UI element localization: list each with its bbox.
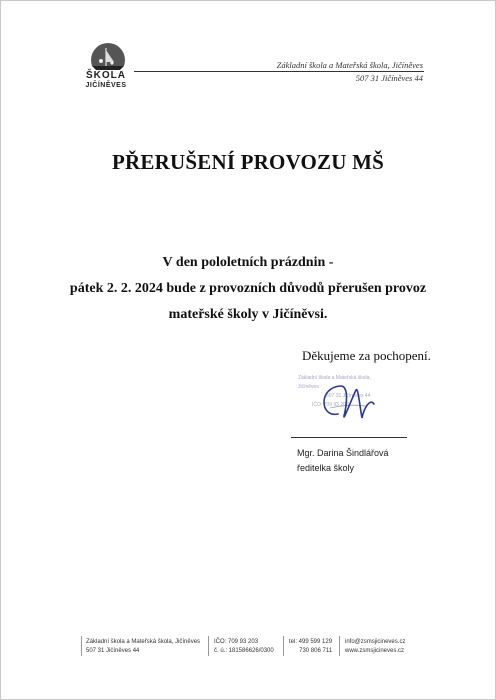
page-title: PŘERUŠENÍ PROVOZU MŠ	[112, 150, 384, 174]
footer-phones	[289, 638, 332, 656]
footer-divider-4	[339, 636, 340, 656]
footer-email[interactable]: info@zsmsjicineves.cz	[345, 639, 406, 645]
announcement-line-1: V den pololetních prázdnin -	[162, 255, 334, 270]
footer-address	[86, 638, 200, 656]
stamp-line-2: 507 31 Jičíněves 44	[326, 393, 371, 399]
thanks-text: Děkujeme za pochopení.	[302, 348, 431, 363]
footer-phone-1: tel: 499 599 129	[289, 639, 333, 645]
footer-contacts	[345, 638, 405, 656]
footer-phone-2: 730 806 711	[299, 648, 333, 654]
signer-role: ředitelka školy	[297, 463, 355, 473]
signature	[300, 378, 390, 426]
footer-school: Základní škola a Mateřská škola, Jičíněves	[86, 639, 201, 645]
signer-name: Mgr. Darina Šindlářová	[297, 448, 389, 458]
stamp-line-3: IČO: 709 93 203	[312, 402, 349, 408]
footer-ids	[214, 638, 274, 656]
stamp-line-1: Základní škola a Mateřská škola, Jičíněves	[298, 375, 371, 390]
letterhead-address: 507 31 Jičíněves 44	[355, 73, 423, 83]
letterhead-school: Základní škola a Mateřská škola, Jičíněves	[276, 60, 423, 70]
announcement-text	[0, 250, 496, 328]
logo-text-jicineves: JIČÍNĚVES	[85, 82, 127, 89]
footer-website[interactable]: www.zsmsjicineves.cz	[345, 648, 405, 654]
announcement-line-2: pátek 2. 2. 2024 bude z provozních důvodů přerušen provoz	[69, 281, 427, 296]
footer-divider-1	[81, 636, 82, 656]
footer-account: č. ú.: 181586626/0300	[214, 648, 274, 654]
logo-text-skola: ŠKOLA	[86, 70, 126, 81]
footer-postal: 507 31 Jičíněves 44	[86, 648, 140, 654]
footer-divider-3	[283, 636, 284, 656]
signature-line	[291, 437, 407, 438]
announcement-line-3: mateřské školy v Jičíněvsi.	[168, 307, 328, 322]
signer-block	[297, 446, 389, 476]
footer-ico: IČO: 709 93 203	[214, 639, 259, 645]
footer-divider-2	[208, 636, 209, 656]
letterhead	[277, 60, 423, 84]
